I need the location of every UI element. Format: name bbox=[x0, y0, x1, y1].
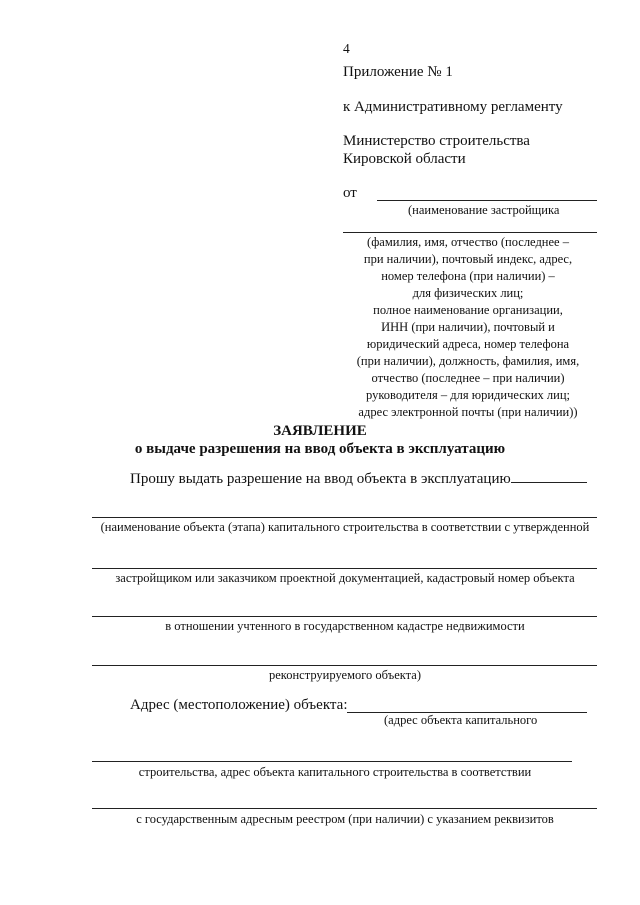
ministry-line-2: Кировской области bbox=[343, 151, 466, 167]
applicant-detail-line: отчество (последнее – при наличии) bbox=[371, 371, 565, 385]
object-caption-1: (наименование объекта (этапа) капитального строительства в соответствии с утвержденной bbox=[100, 520, 590, 534]
from-label: от bbox=[343, 185, 357, 201]
address-label: Адрес (местоположение) объекта: bbox=[130, 697, 348, 713]
applicant-detail-line: ИНН (при наличии), почтовый и bbox=[381, 320, 555, 334]
object-caption-4: реконструируемого объекта) bbox=[269, 668, 421, 682]
object-caption-2: застройщиком или заказчиком проектной документацией, кадастровый номер объекта bbox=[115, 571, 575, 585]
applicant-blank-line[interactable] bbox=[343, 232, 597, 233]
object-blank-line-4[interactable] bbox=[92, 665, 597, 666]
applicant-detail-line: (фамилия, имя, отчество (последнее – bbox=[367, 235, 569, 249]
request-blank-line[interactable] bbox=[511, 470, 587, 483]
object-blank-line-3[interactable] bbox=[92, 616, 597, 617]
appendix-label: Приложение № 1 bbox=[343, 64, 453, 80]
applicant-detail-line: при наличии), почтовый индекс, адрес, bbox=[363, 252, 573, 266]
request-text bbox=[130, 470, 587, 488]
address-caption-3: с государственным адресным реестром (при наличии) с указанием реквизитов bbox=[136, 812, 554, 826]
address-caption-2: строительства, адрес объекта капитального строительства в соответствии bbox=[138, 765, 532, 779]
applicant-detail-line: юридический адреса, номер телефона bbox=[366, 337, 570, 351]
applicant-detail-line: руководителя – для юридических лиц; bbox=[366, 388, 570, 402]
request-label: Прошу выдать разрешение на ввод объекта в эксплуатацию bbox=[130, 471, 511, 487]
applicant-details bbox=[340, 234, 596, 421]
applicant-detail-line: для физических лиц; bbox=[412, 286, 524, 300]
object-blank-line-2[interactable] bbox=[92, 568, 597, 569]
applicant-detail-line: номер телефона (при наличии) – bbox=[381, 269, 555, 283]
object-blank-line-1[interactable] bbox=[92, 517, 597, 518]
address-caption-1: (адрес объекта капитального bbox=[384, 713, 538, 727]
statement-subtitle: о выдаче разрешения на ввод объекта в эксплуатацию bbox=[134, 441, 506, 457]
statement-title: ЗАЯВЛЕНИЕ bbox=[273, 423, 367, 439]
developer-caption: (наименование застройщика bbox=[408, 203, 560, 217]
page-number: 4 bbox=[343, 41, 350, 56]
address-blank-line-3[interactable] bbox=[92, 808, 597, 809]
from-blank-line[interactable] bbox=[377, 200, 597, 201]
address-blank-line-2[interactable] bbox=[92, 761, 572, 762]
ministry-line-1: Министерство строительства bbox=[343, 133, 530, 149]
regulation-label: к Административному регламенту bbox=[343, 99, 563, 115]
object-caption-3: в отношении учтенного в государственном кадастре недвижимости bbox=[165, 619, 525, 633]
applicant-detail-line: полное наименование организации, bbox=[373, 303, 563, 317]
applicant-detail-line: адрес электронной почты (при наличии)) bbox=[358, 405, 578, 419]
applicant-detail-line: (при наличии), должность, фамилия, имя, bbox=[356, 354, 580, 368]
